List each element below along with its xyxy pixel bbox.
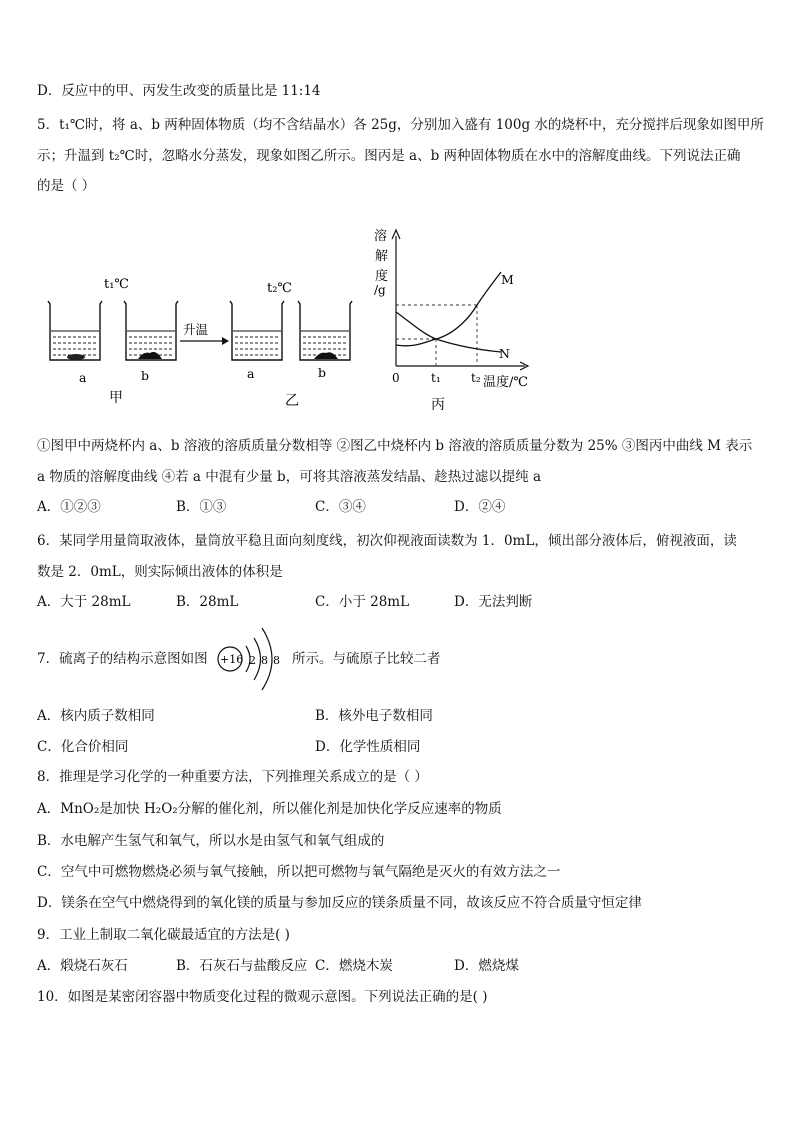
- q7-option-d: D．化学性质相同: [315, 739, 421, 755]
- beaker-yi-a: [230, 301, 284, 360]
- q7-stem-after: 所示。与硫原子比较二者: [292, 651, 441, 667]
- origin-label: 0: [392, 371, 400, 385]
- shell-2-electrons: 8: [261, 654, 268, 667]
- q7-option-b: B．核外电子数相同: [315, 708, 433, 724]
- beaker-label-b: b: [141, 368, 150, 383]
- q5-stem-line-1: 5．t₁℃时，将 a、b 两种固体物质（均不含结晶水）各 25g，分别加入盛有 100g 水的烧杯中，充分搅拌后现象如图甲所: [37, 117, 764, 133]
- q6-option-a: A．大于 28mL: [37, 594, 131, 610]
- beaker-label-a: a: [79, 370, 87, 385]
- q6-stem-line-1: 6．某同学用量筒取液体，量筒放平稳且面向刻度线，初次仰视液面读数为 1．0mL，倾出部分液体后，俯视液面，读: [37, 533, 737, 549]
- q9-option-c: C．燃烧木炭: [315, 958, 393, 974]
- beaker-jia-b: [124, 301, 178, 360]
- q5-option-c: C．③④: [315, 499, 366, 515]
- label-jia: 甲: [109, 390, 123, 406]
- jia-temp-label: t₁℃: [104, 277, 129, 292]
- q6-stem-line-2: 数是 2．0mL，则实际倾出液体的体积是: [37, 564, 283, 580]
- y-axis-char-2: 解: [375, 249, 389, 264]
- curve-m: [396, 272, 501, 346]
- q5-stem-line-2: 示；升温到 t₂℃时，忽略水分蒸发，现象如图乙所示。图丙是 a、b 两种固体物质在水中的溶解度曲线。下列说法正确: [37, 148, 741, 164]
- q8-option-a: A．MnO₂是加快 H₂O₂分解的催化剂，所以催化剂是加快化学反应速率的物质: [37, 801, 502, 817]
- q8-option-d: D．镁条在空气中燃烧得到的氧化镁的质量与参加反应的镁条质量不同，故该反应不符合质量守恒定律: [37, 895, 642, 911]
- q9-stem: 9．工业上制取二氧化碳最适宜的方法是( ): [37, 927, 290, 943]
- q5-stem-line-3: 的是（ ）: [37, 178, 96, 194]
- beaker-label-b2: b: [318, 365, 327, 380]
- guide-lines: [396, 305, 477, 366]
- q7-stem-before: 7．硫离子的结构示意图如图: [37, 651, 208, 667]
- q5-solubility-figure: [365, 222, 545, 417]
- beaker-jia-a: [48, 301, 102, 360]
- q10-stem: 10．如图是某密闭容器中物质变化过程的微观示意图。下列说法正确的是( ): [37, 989, 488, 1005]
- arrow-label: 升温: [183, 322, 209, 337]
- q6-option-b: B．28mL: [176, 594, 239, 610]
- y-axis-char-3: 度: [375, 269, 389, 284]
- q7-option-c: C．化合价相同: [37, 739, 129, 755]
- curve-n-label: N: [499, 346, 510, 361]
- x-axis-label: 温度/℃: [483, 375, 528, 390]
- y-axis-char-4: /g: [374, 283, 386, 297]
- q6-option-d: D．无法判断: [454, 594, 533, 610]
- q5-option-a: A．①②③: [37, 499, 101, 515]
- shell-3-electrons: 8: [273, 654, 280, 667]
- nucleus-charge: +16: [220, 653, 244, 666]
- q5-statement-line-2: a 物质的溶解度曲线 ④若 a 中混有少量 b，可将其溶液蒸发结晶、趁热过滤以提纯 a: [37, 469, 542, 485]
- beaker-label-a2: a: [247, 366, 255, 381]
- q8-option-b: B．水电解产生氢气和氧气，所以水是由氢气和氧气组成的: [37, 833, 385, 849]
- t1-label: t₁: [431, 371, 441, 385]
- curve-m-label: M: [501, 272, 514, 287]
- heating-arrow: [180, 322, 229, 345]
- t2-label: t₂: [471, 371, 481, 385]
- q5-option-d: D．②④: [454, 499, 506, 515]
- q5-option-b: B．①③: [176, 499, 227, 515]
- label-bing: 丙: [431, 397, 445, 413]
- q9-option-b: B．石灰石与盐酸反应: [176, 958, 308, 974]
- q6-option-c: C．小于 28mL: [315, 594, 410, 610]
- q4-option-d: D．反应中的甲、丙发生改变的质量比是 11:14: [37, 83, 321, 99]
- shell-1-electrons: 2: [249, 654, 256, 667]
- sulfide-ion-diagram: [212, 620, 290, 698]
- q8-stem: 8．推理是学习化学的一种重要方法，下列推理关系成立的是（ ）: [37, 769, 428, 785]
- q8-option-c: C．空气中可燃物燃烧必须与氧气接触，所以把可燃物与氧气隔绝是灭火的有效方法之一: [37, 864, 561, 880]
- q7-option-a: A．核内质子数相同: [37, 708, 155, 724]
- q5-statement-line-1: ①图甲中两烧杯内 a、b 溶液的溶质质量分数相等 ②图乙中烧杯内 b 溶液的溶质质量分数为 25% ③图丙中曲线 M 表示: [37, 438, 753, 454]
- label-yi: 乙: [285, 393, 299, 409]
- q9-option-d: D．燃烧煤: [454, 958, 519, 974]
- q5-beakers-figure: [40, 265, 370, 415]
- beaker-yi-b: [298, 301, 352, 360]
- q9-option-a: A．煅烧石灰石: [37, 958, 128, 974]
- y-axis-char-1: 溶: [374, 229, 388, 244]
- yi-temp-label: t₂℃: [267, 281, 292, 296]
